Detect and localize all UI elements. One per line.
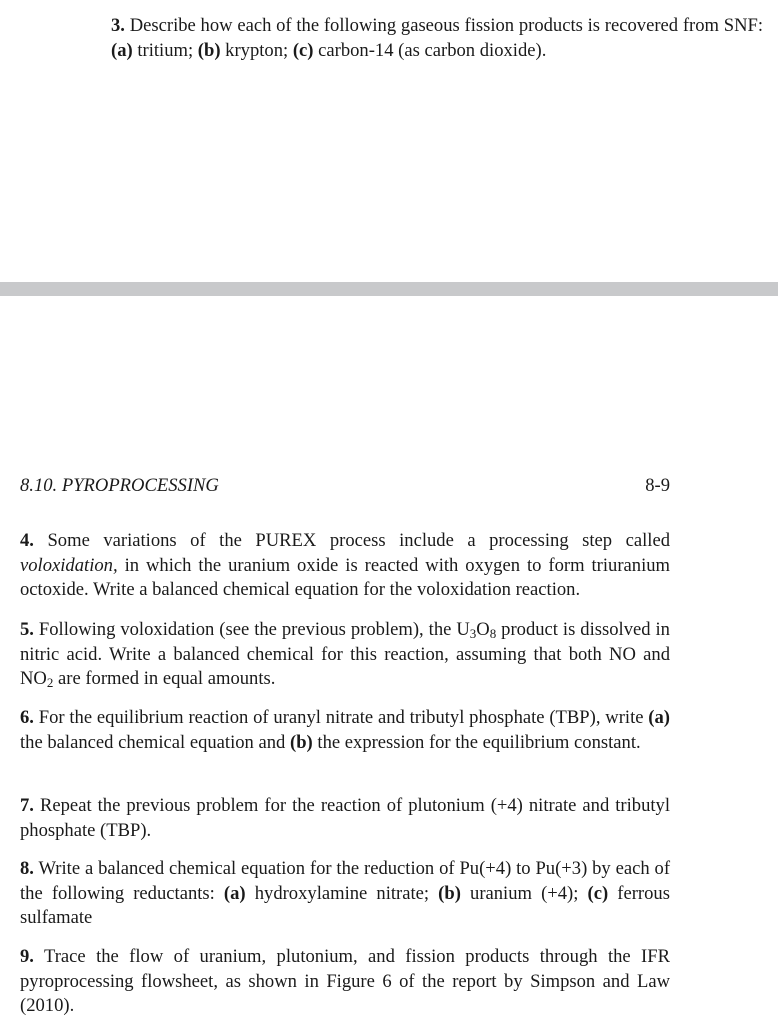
- problem-5-text-3: product is dissolved in nitric acid. Write a balanced chemical for this reaction, assuming that both NO and NO: [20, 619, 670, 689]
- problem-3-a-text: tritium;: [137, 39, 194, 61]
- problem-5-sub-3: 2: [46, 675, 54, 690]
- problem-3: [111, 14, 763, 63]
- problem-3-number: 3.: [111, 15, 125, 36]
- problem-9-number: 9.: [20, 946, 34, 967]
- problem-3-intro: Describe how each of the following gaseous fission products is recovered from SNF:: [129, 15, 764, 36]
- problem-4-text-2: in which the uranium oxide is reacted with oxygen to form triuranium octoxide. Write a balanced chemical equation for the voloxidation reaction.: [20, 554, 670, 600]
- problem-5-sub-1: 3: [469, 626, 477, 641]
- problem-6-text-1: For the equilibrium reaction of uranyl nitrate and tributyl phosphate (TBP), write: [38, 707, 644, 728]
- problem-5-sub-2: 8: [489, 626, 497, 641]
- section-title: 8.10. PYROPROCESSING: [20, 475, 219, 496]
- problem-9-text: Trace the flow of uranium, plutonium, and fission products through the IFR pyroprocessing flowsheet, as shown in Figure 6 of the report by Simpson and Law (2010).: [20, 946, 670, 1016]
- problem-5-text-1: Following voloxidation (see the previous problem), the U: [38, 619, 470, 640]
- problem-4-number: 4.: [20, 530, 34, 551]
- problem-6-b-text: the expression for the equilibrium constant.: [317, 731, 641, 753]
- problem-6-a-label: (a): [648, 707, 670, 728]
- problem-7-text: Repeat the previous problem for the reaction of plutonium (+4) nitrate and tributyl phosphate (TBP).: [20, 795, 671, 841]
- problem-7-number: 7.: [20, 795, 34, 816]
- problem-6-b-label: (b): [290, 731, 313, 753]
- problem-8-b-text: uranium (+4);: [470, 882, 579, 904]
- problem-5-text-2: O: [476, 619, 490, 640]
- problem-8-c-label: (c): [587, 882, 609, 904]
- problem-5: [20, 618, 670, 692]
- problem-6-a-text: the balanced chemical equation and: [20, 731, 286, 753]
- problem-5-number: 5.: [20, 619, 34, 640]
- problem-8-b-label: (b): [438, 882, 461, 904]
- previous-page-fragment: [0, 0, 778, 282]
- problem-8-a-label: (a): [223, 882, 246, 904]
- problem-4-term: voloxidation,: [20, 554, 118, 576]
- problem-6-number: 6.: [20, 707, 34, 728]
- problem-3-b-label: (b): [197, 39, 221, 61]
- running-header: [20, 474, 670, 498]
- problem-8-c-text: ferrous sulfamate: [20, 882, 670, 928]
- problem-3-a-label: (a): [111, 39, 133, 61]
- problem-7: [20, 794, 670, 843]
- page-number: 8-9: [645, 475, 670, 496]
- problem-4: [20, 529, 670, 603]
- problem-8: [20, 857, 670, 931]
- problem-3-c-text: carbon-14 (as carbon dioxide).: [318, 39, 547, 61]
- problem-4-text-1: Some variations of the PUREX process include a processing step called: [47, 530, 670, 551]
- problem-9: [20, 945, 670, 1019]
- problem-8-text-1: Write a balanced chemical equation for the reduction of Pu(+4) to Pu(+3) by each of the following reductants:: [20, 858, 671, 904]
- problem-3-b-text: krypton;: [225, 39, 289, 61]
- page-divider: [0, 282, 778, 296]
- problem-8-a-text: hydroxylamine nitrate;: [254, 882, 430, 904]
- problem-5-text-4: are formed in equal amounts.: [58, 668, 276, 689]
- problem-8-number: 8.: [20, 858, 34, 879]
- problem-3-c-label: (c): [292, 39, 314, 61]
- problem-6: [20, 706, 670, 755]
